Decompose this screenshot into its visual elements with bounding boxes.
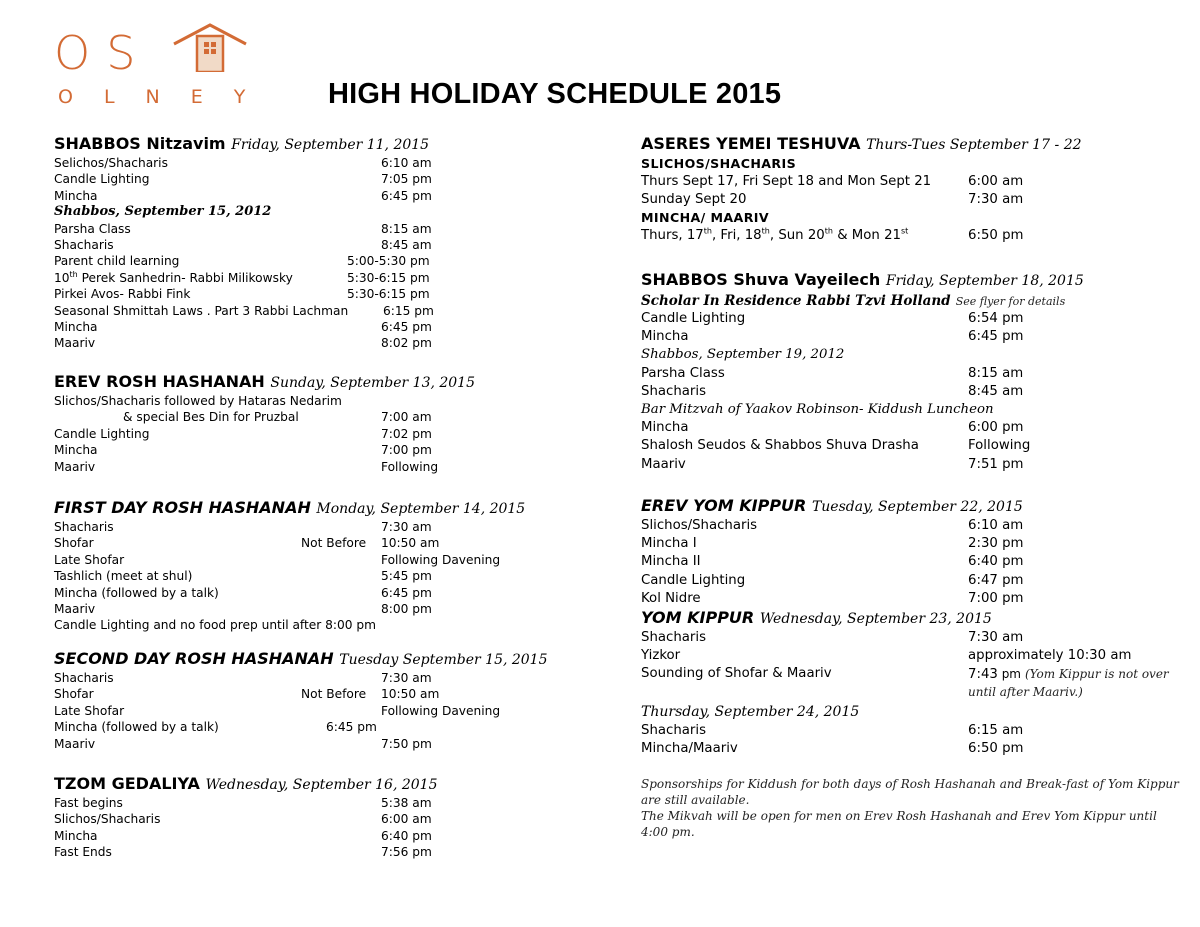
event-label: Slichos/Shacharis <box>54 812 161 827</box>
schedule-row <box>641 310 1181 328</box>
scholar-in-residence: Scholar In Residence Rabbi Tzvi Holland <box>641 293 951 309</box>
event-time: 6:15 pm <box>383 303 434 318</box>
event-label: Fast Ends <box>54 845 112 860</box>
event-time: 10:50 am <box>381 536 440 551</box>
event-time: 7:43 pm (Yom Kippur is not over <box>968 667 1169 683</box>
section-thursday <box>641 702 1181 758</box>
event-time: 7:05 pm <box>381 172 432 187</box>
event-note: Not Before <box>301 536 367 551</box>
schedule-row <box>54 409 574 425</box>
event-time: 6:00 pm <box>968 420 1024 436</box>
event-time: 8:15 am <box>381 221 432 236</box>
schedule-row <box>54 519 574 535</box>
event-label: Maariv <box>641 456 686 472</box>
schedule-row <box>54 719 574 735</box>
event-label: Thurs Sept 17, Fri Sept 18 and Mon Sept 21 <box>641 174 932 189</box>
event-label: Selichos/Shacharis <box>54 156 168 170</box>
schedule-row <box>54 442 574 458</box>
schedule-row <box>641 517 1181 535</box>
schedule-row <box>641 740 1181 758</box>
schedule-row <box>54 221 574 237</box>
event-time: Following <box>968 438 1031 454</box>
event-label: Maariv <box>54 736 96 751</box>
event-label: 10th Perek Sanhedrin- Rabbi Milikowsky <box>54 269 293 285</box>
flyer-note: See flyer for details <box>955 295 1066 308</box>
section-date: Wednesday, September 23, 2015 <box>759 611 992 627</box>
event-label: Parsha Class <box>641 365 725 381</box>
event-label: Mincha <box>641 329 689 345</box>
event-time: 5:45 pm <box>381 569 432 584</box>
event-label: Sunday Sept 20 <box>641 192 747 208</box>
schedule-row <box>641 722 1181 740</box>
event-label: Candle Lighting <box>54 426 150 441</box>
schedule-row <box>54 426 574 442</box>
event-time: 7:56 pm <box>381 845 432 860</box>
event-label: Maariv <box>54 601 96 616</box>
section-date: Friday, September 11, 2015 <box>231 137 430 153</box>
event-time: 6:10 am <box>381 156 432 170</box>
event-label: Mincha/Maariv <box>641 741 738 757</box>
schedule-row <box>54 601 574 617</box>
notes: Sponsorships for Kiddush for both days of Rosh Hashanah and Break-fast of Yom Kippur are still available. The Mikvah will be open for men on Erev Rosh Hashanah and Erev Yom Kippur until 4:00 pm. <box>641 777 1179 839</box>
event-label: Shacharis <box>54 671 114 685</box>
section-title: FIRST DAY ROSH HASHANAH <box>54 498 311 517</box>
event-time: 6:54 pm <box>968 311 1024 326</box>
schedule-row <box>54 568 574 584</box>
section-erev-rosh-hashanah <box>54 372 574 475</box>
schedule-row <box>641 665 1181 683</box>
event-time: 7:02 pm <box>381 426 432 441</box>
section-tzom-gedaliya <box>54 774 574 861</box>
schedule-row <box>641 365 1181 383</box>
event-label: Mincha I <box>641 536 697 552</box>
schedule-row <box>54 811 574 827</box>
section-date: Friday, September 18, 2015 <box>885 273 1084 289</box>
schedule-row <box>54 253 574 269</box>
schedule-row <box>54 552 574 568</box>
section-date: Wednesday, September 16, 2015 <box>205 777 438 793</box>
event-label: Yizkor <box>641 648 681 664</box>
event-label: Mincha (followed by a talk) <box>54 585 219 600</box>
schedule-row <box>54 844 574 860</box>
event-time: Following <box>381 459 439 474</box>
schedule-row <box>641 383 1181 401</box>
event-time: 6:45 pm <box>381 319 432 334</box>
section-title: SHABBOS Nitzavim <box>54 134 226 153</box>
schedule-row <box>54 155 574 171</box>
schedule-row <box>54 795 574 811</box>
event-label: Mincha <box>54 443 98 458</box>
house-logo-icon <box>172 22 248 72</box>
event-time: 8:15 am <box>968 365 1024 381</box>
event-time: 7:00 pm <box>968 590 1024 606</box>
event-label: Fast begins <box>54 796 123 810</box>
event-label: Mincha <box>54 319 98 334</box>
event-time: 7:00 am <box>381 410 432 425</box>
event-label: Mincha (followed by a talk) <box>54 720 219 735</box>
section-subheading: SLICHOS/SHACHARIS <box>641 156 797 171</box>
event-time: 7:51 pm <box>968 456 1024 472</box>
schedule-row <box>54 303 574 319</box>
logo-text-top: OS <box>54 26 152 80</box>
schedule-row <box>641 572 1181 590</box>
schedule-row <box>54 270 574 286</box>
event-time: 6:45 pm <box>381 585 432 600</box>
event-time: 7:30 am <box>968 630 1024 645</box>
event-label: Shacharis <box>54 520 114 534</box>
schedule-row: Candle Lighting and no food prep until after 8:00 pm <box>54 618 377 633</box>
section-aseres-yemei-teshuva <box>641 134 1181 246</box>
section-subheading: Thursday, September 24, 2015 <box>641 704 860 720</box>
event-time: 8:45 am <box>381 237 432 252</box>
event-label: Maariv <box>54 459 96 474</box>
event-label: Candle Lighting <box>54 172 150 187</box>
event-time: 7:00 pm <box>381 443 432 458</box>
section-first-day-rosh-hashanah <box>54 498 574 634</box>
section-title: YOM KIPPUR <box>641 608 755 627</box>
schedule-row <box>54 286 574 302</box>
schedule-row <box>641 535 1181 553</box>
event-label: Shacharis <box>641 630 706 645</box>
section-date: Tuesday September 15, 2015 <box>339 652 548 668</box>
event-label: Pirkei Avos- Rabbi Fink <box>54 287 191 302</box>
schedule-row <box>54 335 574 351</box>
event-time: 6:40 pm <box>968 554 1024 570</box>
page-title: HIGH HOLIDAY SCHEDULE 2015 <box>328 78 782 110</box>
event-label: Late Shofar <box>54 703 125 718</box>
section-yom-kippur: YOM KIPPUR Wednesday, September 23, 2015 Shacharis 7:30 am Yizkor approximately 10:30 am Sounding of Shofar & Maariv 7:43 pm (Yom Kippur is not over until after Maariv.) <box>641 608 1181 700</box>
schedule-row <box>54 703 574 719</box>
section-date: Monday, September 14, 2015 <box>316 501 526 517</box>
section-date: Thurs-Tues September 17 - 22 <box>866 137 1082 153</box>
event-time: 8:45 am <box>968 383 1024 399</box>
event-label: Tashlich (meet at shul) <box>54 569 193 584</box>
event-time: 8:00 pm <box>381 601 432 616</box>
section-date: Sunday, September 13, 2015 <box>270 375 475 391</box>
schedule-row <box>54 686 574 702</box>
event-label: Shalosh Seudos & Shabbos Shuva Drasha <box>641 438 919 454</box>
event-time: 10:50 am <box>381 687 440 702</box>
section-shabbos-nitzavim <box>54 134 574 352</box>
event-label: Shacharis <box>641 383 706 399</box>
event-label: Candle Lighting <box>641 311 746 326</box>
schedule-row <box>641 456 1181 474</box>
event-label: & special Bes Din for Pruzbal <box>123 410 299 425</box>
event-time: 6:45 pm <box>381 188 432 203</box>
event-label: Parsha Class <box>54 221 131 236</box>
event-label: Slichos/Shacharis <box>641 518 758 533</box>
schedule-row <box>641 590 1181 608</box>
event-time: 6:15 am <box>968 723 1024 738</box>
section-title: SECOND DAY ROSH HASHANAH <box>54 649 334 668</box>
event-time: 5:00-5:30 pm <box>347 254 430 269</box>
event-label: Late Shofar <box>54 552 125 567</box>
section-subheading: Shabbos, September 19, 2012 <box>641 347 845 363</box>
event-time: 7:30 am <box>381 520 432 534</box>
event-time: 6:47 pm <box>968 572 1024 588</box>
event-label: Parent child learning <box>54 254 180 269</box>
event-label: Mincha <box>54 828 98 843</box>
section-title: SHABBOS Shuva Vayeilech <box>641 270 881 289</box>
event-label: Shofar <box>54 536 94 551</box>
schedule-row <box>641 437 1181 455</box>
event-time: 6:00 am <box>968 174 1024 189</box>
event-time: Following Davening <box>381 703 501 718</box>
event-time: 6:45 pm <box>326 720 377 735</box>
event-time: 6:00 am <box>381 812 432 827</box>
schedule-row <box>641 191 1181 209</box>
schedule-row <box>54 188 574 204</box>
schedule-row: Slichos/Shacharis followed by Hataras Nedarim <box>54 394 342 408</box>
logo-text-bottom: OLNEY <box>58 86 277 108</box>
section-title: TZOM GEDALIYA <box>54 774 200 793</box>
schedule-row: Thurs, 17th, Fri, 18th, Sun 20th & Mon 21st 6:50 pm <box>641 226 1024 244</box>
event-time: 6:45 pm <box>968 329 1024 345</box>
schedule-row <box>641 328 1181 346</box>
event-time: 6:50 pm <box>968 741 1024 757</box>
event-label: Maariv <box>54 336 96 351</box>
event-label: Mincha II <box>641 554 701 570</box>
section-title: EREV YOM KIPPUR <box>641 496 807 515</box>
event-label: Sounding of Shofar & Maariv <box>641 666 832 682</box>
event-time: approximately 10:30 am <box>968 648 1132 664</box>
schedule-row <box>641 553 1181 571</box>
event-time: 8:02 pm <box>381 336 432 351</box>
logo <box>54 22 277 112</box>
schedule-row <box>641 419 1181 437</box>
schedule-row <box>54 171 574 187</box>
section-title: EREV ROSH HASHANAH <box>54 372 265 391</box>
event-time: 5:38 am <box>381 796 432 810</box>
section-title: ASERES YEMEI TESHUVA <box>641 134 861 153</box>
schedule-row <box>54 736 574 752</box>
schedule-row <box>54 670 574 686</box>
schedule-row <box>54 237 574 253</box>
event-time: 7:30 am <box>968 192 1024 208</box>
event-label: Kol Nidre <box>641 590 701 606</box>
section-date: Tuesday, September 22, 2015 <box>811 499 1023 515</box>
event-label: Mincha <box>641 420 689 436</box>
section-subheading: MINCHA/ MAARIV <box>641 210 770 226</box>
section-second-day-rosh-hashanah <box>54 649 574 752</box>
schedule-row <box>54 585 574 601</box>
section-subheading: Shabbos, September 15, 2012 <box>54 204 272 220</box>
event-label: Seasonal Shmittah Laws . Part 3 Rabbi Lachman <box>54 303 349 318</box>
event-time: 6:40 pm <box>381 828 432 843</box>
event-time: 7:50 pm <box>381 736 432 751</box>
event-time: Following Davening <box>381 552 501 567</box>
event-note: Not Before <box>301 687 367 702</box>
schedule-row <box>54 828 574 844</box>
event-time: 7:30 am <box>381 671 432 685</box>
event-time: 5:30-6:15 pm <box>347 270 430 285</box>
event-label: Mincha <box>54 188 98 203</box>
schedule-row <box>54 319 574 335</box>
event-time: 5:30-6:15 pm <box>347 287 430 302</box>
event-label: Shofar <box>54 687 94 702</box>
event-label: Shacharis <box>54 237 114 252</box>
schedule-row <box>54 459 574 475</box>
schedule-row <box>54 535 574 551</box>
section-shabbos-shuva <box>641 270 1181 474</box>
schedule-row <box>641 647 1181 665</box>
event-label: Candle Lighting <box>641 572 746 588</box>
event-time: 6:10 am <box>968 518 1024 533</box>
schedule-row <box>641 629 1181 647</box>
schedule-row <box>641 173 1181 191</box>
event-label: Shacharis <box>641 723 706 738</box>
bar-mitzvah-note: Bar Mitzvah of Yaakov Robinson- Kiddush Luncheon <box>641 401 994 417</box>
section-erev-yom-kippur <box>641 496 1181 608</box>
event-time: 2:30 pm <box>968 536 1024 552</box>
